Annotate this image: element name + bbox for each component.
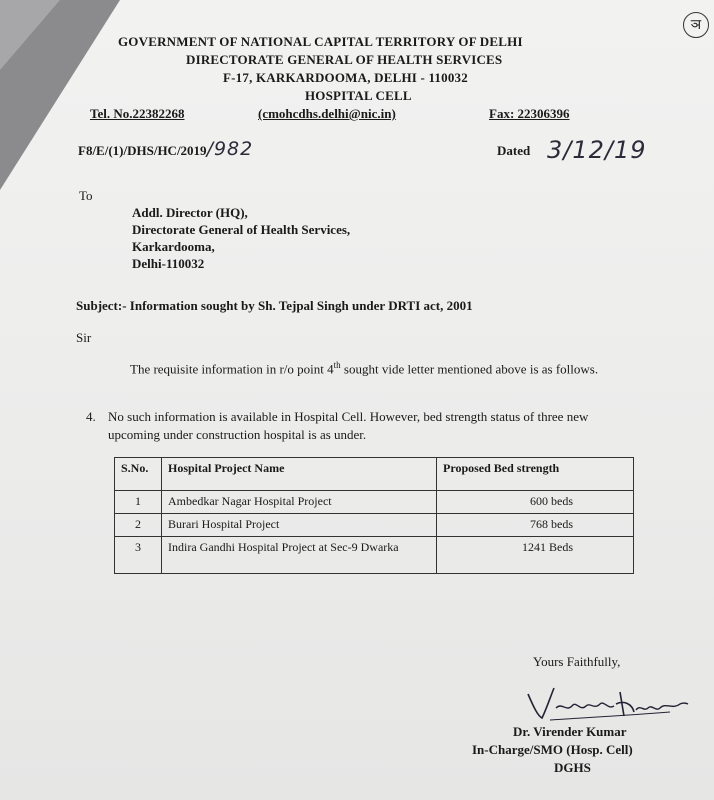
valediction: Yours Faithfully, — [533, 654, 621, 669]
cell-sno: 1 — [115, 491, 162, 514]
subject-line: Subject:- Information sought by Sh. Tejpal Singh under DRTI act, 2001 — [76, 298, 473, 313]
reference-printed: F8/E/(1)/DHS/HC/2019 — [78, 143, 207, 158]
reference-handwritten: /982 — [206, 138, 254, 160]
address-line: Addl. Director (HQ), — [132, 205, 248, 220]
point-text-line1: No such information is available in Hospital Cell. However, bed strength status of three new — [108, 409, 589, 424]
cell-bed-strength: 1241 Beds — [437, 537, 634, 574]
column-header-bed-strength: Proposed Bed strength — [437, 458, 634, 491]
point-number: 4. — [86, 409, 96, 424]
to-label: To — [79, 188, 93, 203]
letterhead-fax: Fax: 22306396 — [489, 106, 570, 121]
table-row — [115, 491, 634, 514]
letterhead-tel: Tel. No.22382268 — [90, 106, 185, 121]
body-superscript: th — [333, 360, 341, 370]
address-line: Delhi-110032 — [132, 256, 205, 271]
cell-project-name: Burari Hospital Project — [162, 514, 437, 537]
column-header-project: Hospital Project Name — [162, 458, 437, 491]
dated-label: Dated — [497, 143, 531, 158]
cell-sno: 2 — [115, 514, 162, 537]
handwritten-signature — [520, 682, 690, 724]
folded-corner-shadow — [0, 0, 60, 70]
letterhead-address: F-17, KARKARDOOMA, DELHI - 110032 — [223, 70, 468, 85]
reference-number — [78, 138, 253, 160]
cell-sno: 3 — [115, 537, 162, 574]
table-row — [115, 514, 634, 537]
letterhead-cell: HOSPITAL CELL — [305, 88, 412, 103]
table-row — [115, 537, 634, 574]
salutation: Sir — [76, 330, 92, 345]
letterhead-email: (cmohcdhs.delhi@nic.in) — [258, 106, 396, 121]
address-line: Karkardooma, — [132, 239, 215, 254]
cell-bed-strength: 768 beds — [437, 514, 634, 537]
point-text-line2: upcoming under construction hospital is as under. — [108, 427, 367, 442]
hospital-projects-table — [114, 457, 634, 574]
body-paragraph — [130, 360, 598, 377]
address-line: Directorate General of Health Services, — [132, 222, 351, 237]
body-text-end: sought vide letter mentioned above is as follows. — [340, 361, 599, 377]
cell-project-name: Indira Gandhi Hospital Project at Sec-9 Dwarka — [162, 537, 437, 574]
corner-handwritten-mark: ञ — [683, 12, 709, 38]
signatory-designation: In-Charge/SMO (Hosp. Cell) — [472, 742, 633, 757]
signatory-office: DGHS — [554, 760, 591, 775]
table-header-row — [115, 458, 634, 491]
cell-project-name: Ambedkar Nagar Hospital Project — [162, 491, 437, 514]
letterhead-directorate: DIRECTORATE GENERAL OF HEALTH SERVICES — [186, 52, 503, 67]
letterhead-govt: GOVERNMENT OF NATIONAL CAPITAL TERRITORY OF DELHI — [118, 34, 523, 49]
signatory-name: Dr. Virender Kumar — [513, 724, 627, 739]
column-header-sno: S.No. — [115, 458, 162, 491]
body-text-start: The requisite information in r/o point 4 — [130, 361, 334, 377]
signature-drawing — [520, 682, 690, 724]
cell-bed-strength: 600 beds — [437, 491, 634, 514]
dated-handwritten: 3/12/19 — [547, 136, 647, 164]
